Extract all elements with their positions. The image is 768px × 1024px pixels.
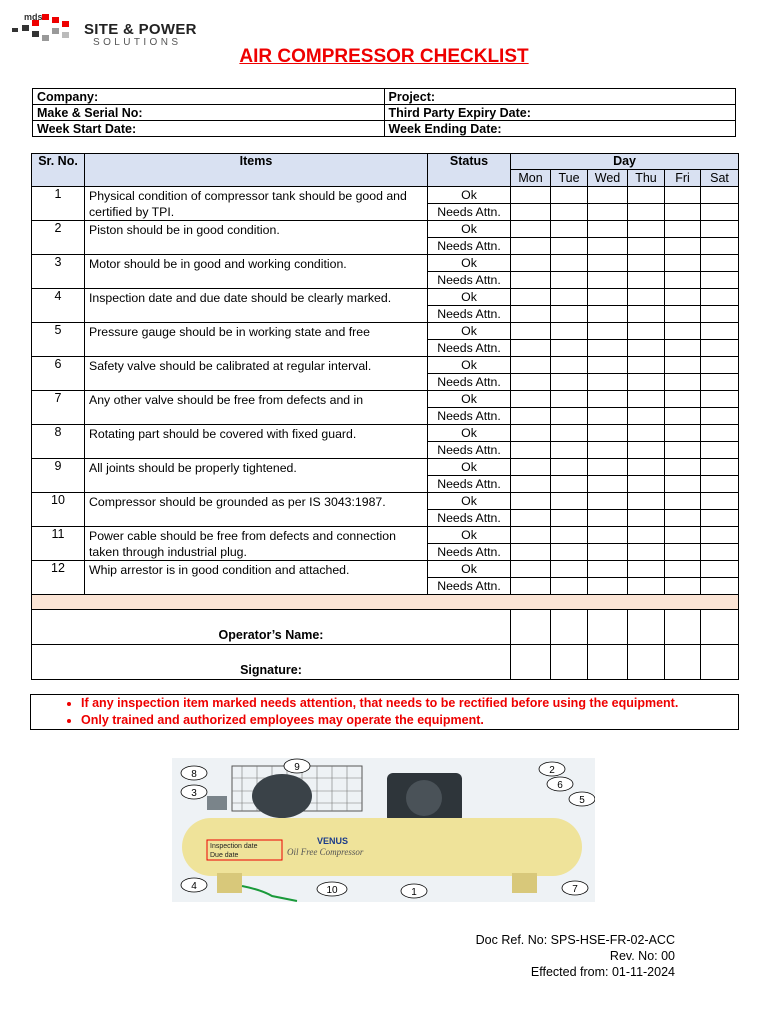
day-check-cell-mon[interactable] (511, 578, 551, 595)
day-check-cell-tue[interactable] (551, 442, 588, 459)
day-check-cell-fri[interactable] (665, 238, 701, 255)
callout-2-label: 2 (549, 765, 555, 776)
item-number: 3 (32, 255, 85, 289)
day-check-cell-thu[interactable] (628, 527, 665, 544)
brand-label: VENUS (317, 836, 349, 846)
day-check-cell-sat[interactable] (701, 459, 739, 476)
status-needs-attn-label: Needs Attn. (428, 408, 511, 425)
day-check-cell-tue[interactable] (551, 187, 588, 204)
callout-1-label: 1 (411, 887, 417, 898)
status-needs-attn-label: Needs Attn. (428, 238, 511, 255)
day-check-cell-fri[interactable] (665, 221, 701, 238)
day-check-cell-thu[interactable] (628, 442, 665, 459)
day-check-cell-sat[interactable] (701, 493, 739, 510)
operator-name-cell-sat[interactable] (701, 610, 739, 645)
item-number: 4 (32, 289, 85, 323)
signature-label: Signature: (32, 645, 511, 680)
due-date-tag: Due date (210, 852, 239, 859)
day-check-cell-wed[interactable] (588, 306, 628, 323)
day-check-cell-mon[interactable] (511, 255, 551, 272)
item-number: 7 (32, 391, 85, 425)
day-check-cell-mon[interactable] (511, 544, 551, 561)
item-text: Any other valve should be free from defects and in (85, 391, 428, 425)
day-check-cell-wed[interactable] (588, 493, 628, 510)
item-number: 12 (32, 561, 85, 595)
day-check-cell-tue[interactable] (551, 204, 588, 221)
note-item: • If any inspection item marked needs attention, that needs to be rectified before using the equipment. (81, 695, 738, 712)
day-check-cell-thu[interactable] (628, 289, 665, 306)
item-text: Piston should be in good condition. (85, 221, 428, 255)
info-table (32, 88, 736, 137)
day-check-cell-thu[interactable] (628, 221, 665, 238)
day-check-cell-wed[interactable] (588, 578, 628, 595)
status-needs-attn-label: Needs Attn. (428, 578, 511, 595)
callout-7-label: 7 (572, 884, 578, 895)
logo-sub: SOLUTIONS (93, 37, 182, 48)
day-check-cell-fri[interactable] (665, 493, 701, 510)
day-check-cell-wed[interactable] (588, 391, 628, 408)
day-check-cell-tue[interactable] (551, 374, 588, 391)
day-check-cell-mon[interactable] (511, 493, 551, 510)
day-check-cell-wed[interactable] (588, 187, 628, 204)
checklist-row (32, 221, 739, 238)
day-check-cell-wed[interactable] (588, 221, 628, 238)
project-field[interactable]: Project: (384, 89, 736, 105)
checklist-row (32, 255, 739, 272)
status-ok-label: Ok (428, 187, 511, 204)
checklist-row (32, 425, 739, 442)
day-check-cell-wed[interactable] (588, 408, 628, 425)
callout-5-label: 5 (579, 795, 585, 806)
day-check-cell-sat[interactable] (701, 323, 739, 340)
day-check-cell-fri[interactable] (665, 306, 701, 323)
day-check-cell-sat[interactable] (701, 238, 739, 255)
day-check-cell-thu[interactable] (628, 255, 665, 272)
day-check-cell-mon[interactable] (511, 391, 551, 408)
day-check-cell-wed[interactable] (588, 544, 628, 561)
day-check-cell-sat[interactable] (701, 357, 739, 374)
operator-name-row (32, 610, 739, 645)
day-check-cell-mon[interactable] (511, 527, 551, 544)
day-check-cell-sat[interactable] (701, 255, 739, 272)
items-header: Items (85, 154, 428, 187)
doc-ref: Doc Ref. No: SPS-HSE-FR-02-ACC (475, 933, 675, 947)
checklist-row (32, 493, 739, 510)
motor-shape (252, 774, 312, 818)
inspection-date-tag: Inspection date (210, 843, 258, 850)
day-check-cell-fri[interactable] (665, 374, 701, 391)
status-ok-label: Ok (428, 425, 511, 442)
day-check-cell-sat[interactable] (701, 306, 739, 323)
day-check-cell-tue[interactable] (551, 238, 588, 255)
day-check-cell-tue[interactable] (551, 544, 588, 561)
day-check-cell-thu[interactable] (628, 306, 665, 323)
day-check-cell-thu[interactable] (628, 272, 665, 289)
item-text: Inspection date and due date should be clearly marked. (85, 289, 428, 323)
day-check-cell-fri[interactable] (665, 357, 701, 374)
checklist-row (32, 357, 739, 374)
signature-cell-fri[interactable] (665, 645, 701, 680)
day-check-cell-sat[interactable] (701, 544, 739, 561)
status-needs-attn-label: Needs Attn. (428, 306, 511, 323)
status-ok-label: Ok (428, 527, 511, 544)
status-ok-label: Ok (428, 493, 511, 510)
note-item: • Only trained and authorized employees may operate the equipment. (81, 712, 738, 729)
day-check-cell-sat[interactable] (701, 527, 739, 544)
item-text: Rotating part should be covered with fixed guard. (85, 425, 428, 459)
separator-row (32, 595, 739, 610)
day-check-cell-thu[interactable] (628, 476, 665, 493)
day-check-cell-thu[interactable] (628, 578, 665, 595)
day-check-cell-fri[interactable] (665, 476, 701, 493)
day-check-cell-thu[interactable] (628, 544, 665, 561)
item-number: 1 (32, 187, 85, 221)
day-check-cell-tue[interactable] (551, 289, 588, 306)
status-ok-label: Ok (428, 289, 511, 306)
day-check-cell-fri[interactable] (665, 204, 701, 221)
item-text: Pressure gauge should be in working state and free (85, 323, 428, 357)
day-check-cell-fri[interactable] (665, 510, 701, 527)
operator-name-cell-mon[interactable] (511, 610, 551, 645)
day-check-cell-mon[interactable] (511, 306, 551, 323)
item-number: 8 (32, 425, 85, 459)
callout-4-label: 4 (191, 881, 197, 892)
day-check-cell-tue[interactable] (551, 476, 588, 493)
page-title: AIR COMPRESSOR CHECKLIST (239, 46, 529, 67)
status-ok-label: Ok (428, 255, 511, 272)
status-needs-attn-label: Needs Attn. (428, 544, 511, 561)
day-check-cell-wed[interactable] (588, 527, 628, 544)
day-check-cell-tue[interactable] (551, 527, 588, 544)
header-row (32, 154, 739, 170)
day-check-cell-sat[interactable] (701, 187, 739, 204)
day-check-cell-tue[interactable] (551, 357, 588, 374)
status-needs-attn-label: Needs Attn. (428, 272, 511, 289)
status-needs-attn-label: Needs Attn. (428, 204, 511, 221)
day-check-cell-tue[interactable] (551, 272, 588, 289)
make-serial-field[interactable]: Make & Serial No: (33, 105, 385, 121)
status-ok-label: Ok (428, 323, 511, 340)
day-check-cell-thu[interactable] (628, 561, 665, 578)
day-check-cell-mon[interactable] (511, 272, 551, 289)
status-needs-attn-label: Needs Attn. (428, 442, 511, 459)
item-number: 5 (32, 323, 85, 357)
day-check-cell-thu[interactable] (628, 374, 665, 391)
signature-cell-wed[interactable] (588, 645, 628, 680)
item-text: Motor should be in good and working condition. (85, 255, 428, 289)
compressor-photo (172, 758, 595, 902)
day-check-cell-wed[interactable] (588, 255, 628, 272)
day-check-cell-tue[interactable] (551, 221, 588, 238)
separator-cell (32, 595, 739, 610)
day-check-cell-tue[interactable] (551, 561, 588, 578)
day-check-cell-fri[interactable] (665, 459, 701, 476)
item-text: Whip arrestor is in good condition and attached. (85, 561, 428, 595)
logo-squares-icon (10, 8, 90, 50)
day-check-cell-mon[interactable] (511, 374, 551, 391)
day-check-cell-fri[interactable] (665, 272, 701, 289)
day-check-cell-thu[interactable] (628, 187, 665, 204)
item-text: Power cable should be free from defects and connection taken through industrial plug. (85, 527, 428, 561)
day-check-cell-tue[interactable] (551, 340, 588, 357)
info-row (33, 121, 736, 137)
day-check-cell-sat[interactable] (701, 391, 739, 408)
signature-cell-thu[interactable] (628, 645, 665, 680)
day-check-cell-sat[interactable] (701, 374, 739, 391)
day-check-cell-wed[interactable] (588, 238, 628, 255)
checklist-row (32, 561, 739, 578)
day-header-mon: Mon (511, 170, 551, 187)
day-check-cell-thu[interactable] (628, 391, 665, 408)
day-check-cell-sat[interactable] (701, 425, 739, 442)
day-check-cell-mon[interactable] (511, 187, 551, 204)
effected-from: Effected from: 01-11-2024 (530, 965, 675, 979)
day-check-cell-mon[interactable] (511, 238, 551, 255)
checklist-row (32, 323, 739, 340)
checklist-row (32, 459, 739, 476)
info-row (33, 89, 736, 105)
day-check-cell-wed[interactable] (588, 272, 628, 289)
operator-name-label: Operator’s Name: (32, 610, 511, 645)
rev-no: Rev. No: 00 (609, 949, 675, 963)
day-header-thu: Thu (628, 170, 665, 187)
day-check-cell-mon[interactable] (511, 204, 551, 221)
week-start-field[interactable]: Week Start Date: (33, 121, 385, 137)
day-check-cell-fri[interactable] (665, 323, 701, 340)
day-check-cell-fri[interactable] (665, 391, 701, 408)
day-check-cell-wed[interactable] (588, 289, 628, 306)
day-check-cell-fri[interactable] (665, 408, 701, 425)
day-check-cell-thu[interactable] (628, 408, 665, 425)
operator-name-cell-fri[interactable] (665, 610, 701, 645)
status-needs-attn-label: Needs Attn. (428, 476, 511, 493)
day-check-cell-mon[interactable] (511, 425, 551, 442)
item-number: 2 (32, 221, 85, 255)
day-check-cell-thu[interactable] (628, 357, 665, 374)
logo-brand: SITE & POWER (84, 21, 197, 38)
day-check-cell-mon[interactable] (511, 561, 551, 578)
day-check-cell-tue[interactable] (551, 408, 588, 425)
status-ok-label: Ok (428, 221, 511, 238)
item-text: Safety valve should be calibrated at regular interval. (85, 357, 428, 391)
item-text: Compressor should be grounded as per IS 3043:1987. (85, 493, 428, 527)
day-check-cell-tue[interactable] (551, 578, 588, 595)
day-check-cell-fri[interactable] (665, 561, 701, 578)
item-text: All joints should be properly tightened. (85, 459, 428, 493)
checklist-row (32, 289, 739, 306)
day-check-cell-sat[interactable] (701, 289, 739, 306)
day-check-cell-wed[interactable] (588, 340, 628, 357)
day-check-cell-tue[interactable] (551, 306, 588, 323)
status-ok-label: Ok (428, 357, 511, 374)
operator-name-cell-wed[interactable] (588, 610, 628, 645)
day-check-cell-sat[interactable] (701, 561, 739, 578)
caption-label: Oil Free Compressor (287, 847, 364, 857)
week-ending-field[interactable]: Week Ending Date: (384, 121, 736, 137)
checklist-row (32, 391, 739, 408)
day-check-cell-wed[interactable] (588, 357, 628, 374)
item-number: 9 (32, 459, 85, 493)
day-check-cell-wed[interactable] (588, 425, 628, 442)
operator-name-cell-thu[interactable] (628, 610, 665, 645)
signature-cell-tue[interactable] (551, 645, 588, 680)
callout-8-label: 8 (191, 769, 197, 780)
day-check-cell-thu[interactable] (628, 459, 665, 476)
day-check-cell-sat[interactable] (701, 408, 739, 425)
day-check-cell-mon[interactable] (511, 323, 551, 340)
day-check-cell-mon[interactable] (511, 459, 551, 476)
third-party-expiry-field[interactable]: Third Party Expiry Date: (384, 105, 736, 121)
callout-9-label: 9 (294, 762, 300, 773)
day-check-cell-mon[interactable] (511, 340, 551, 357)
item-number: 11 (32, 527, 85, 561)
signature-row (32, 645, 739, 680)
status-needs-attn-label: Needs Attn. (428, 340, 511, 357)
day-check-cell-wed[interactable] (588, 459, 628, 476)
day-check-cell-fri[interactable] (665, 442, 701, 459)
day-check-cell-tue[interactable] (551, 510, 588, 527)
status-ok-label: Ok (428, 561, 511, 578)
day-header-wed: Wed (588, 170, 628, 187)
day-check-cell-sat[interactable] (701, 476, 739, 493)
day-check-cell-wed[interactable] (588, 510, 628, 527)
checklist-row (32, 187, 739, 204)
day-check-cell-tue[interactable] (551, 493, 588, 510)
day-check-cell-tue[interactable] (551, 255, 588, 272)
status-ok-label: Ok (428, 459, 511, 476)
status-needs-attn-label: Needs Attn. (428, 510, 511, 527)
day-check-cell-wed[interactable] (588, 442, 628, 459)
day-header-sat: Sat (701, 170, 739, 187)
day-check-cell-mon[interactable] (511, 408, 551, 425)
day-check-cell-tue[interactable] (551, 391, 588, 408)
day-check-cell-thu[interactable] (628, 425, 665, 442)
day-check-cell-tue[interactable] (551, 459, 588, 476)
callout-6-label: 6 (557, 780, 563, 791)
checklist-table (31, 153, 739, 680)
company-logo (10, 8, 210, 50)
day-check-cell-sat[interactable] (701, 340, 739, 357)
day-check-cell-fri[interactable] (665, 255, 701, 272)
day-check-cell-mon[interactable] (511, 442, 551, 459)
status-needs-attn-label: Needs Attn. (428, 374, 511, 391)
day-check-cell-sat[interactable] (701, 510, 739, 527)
notes-box (30, 694, 739, 730)
day-check-cell-fri[interactable] (665, 578, 701, 595)
day-header-tue: Tue (551, 170, 588, 187)
operator-name-cell-tue[interactable] (551, 610, 588, 645)
signature-cell-sat[interactable] (701, 645, 739, 680)
day-check-cell-tue[interactable] (551, 323, 588, 340)
day-check-cell-mon[interactable] (511, 289, 551, 306)
company-field[interactable]: Company: (33, 89, 385, 105)
day-check-cell-wed[interactable] (588, 476, 628, 493)
day-header: Day (511, 154, 739, 170)
day-check-cell-fri[interactable] (665, 544, 701, 561)
item-number: 6 (32, 357, 85, 391)
day-check-cell-fri[interactable] (665, 425, 701, 442)
day-check-cell-fri[interactable] (665, 289, 701, 306)
day-check-cell-wed[interactable] (588, 204, 628, 221)
day-check-cell-thu[interactable] (628, 204, 665, 221)
day-check-cell-wed[interactable] (588, 323, 628, 340)
day-check-cell-sat[interactable] (701, 272, 739, 289)
status-header: Status (428, 154, 511, 187)
logo-mds: mds (24, 12, 43, 22)
day-check-cell-fri[interactable] (665, 187, 701, 204)
day-check-cell-mon[interactable] (511, 357, 551, 374)
day-check-cell-thu[interactable] (628, 510, 665, 527)
status-ok-label: Ok (428, 391, 511, 408)
day-check-cell-thu[interactable] (628, 493, 665, 510)
signature-cell-mon[interactable] (511, 645, 551, 680)
item-number: 10 (32, 493, 85, 527)
day-check-cell-fri[interactable] (665, 527, 701, 544)
day-check-cell-wed[interactable] (588, 561, 628, 578)
day-check-cell-thu[interactable] (628, 323, 665, 340)
sr-no-header: Sr. No. (32, 154, 85, 187)
day-check-cell-tue[interactable] (551, 425, 588, 442)
day-check-cell-sat[interactable] (701, 221, 739, 238)
callout-3-label: 3 (191, 788, 197, 799)
day-check-cell-sat[interactable] (701, 578, 739, 595)
callout-10-label: 10 (326, 885, 338, 896)
day-check-cell-mon[interactable] (511, 510, 551, 527)
day-check-cell-thu[interactable] (628, 238, 665, 255)
checklist-row (32, 527, 739, 544)
day-check-cell-mon[interactable] (511, 476, 551, 493)
day-check-cell-thu[interactable] (628, 340, 665, 357)
day-check-cell-sat[interactable] (701, 204, 739, 221)
info-row (33, 105, 736, 121)
day-check-cell-sat[interactable] (701, 442, 739, 459)
item-text: Physical condition of compressor tank should be good and certified by TPI. (85, 187, 428, 221)
day-check-cell-mon[interactable] (511, 221, 551, 238)
document-footer (476, 932, 675, 980)
day-check-cell-fri[interactable] (665, 340, 701, 357)
day-check-cell-wed[interactable] (588, 374, 628, 391)
day-header-fri: Fri (665, 170, 701, 187)
